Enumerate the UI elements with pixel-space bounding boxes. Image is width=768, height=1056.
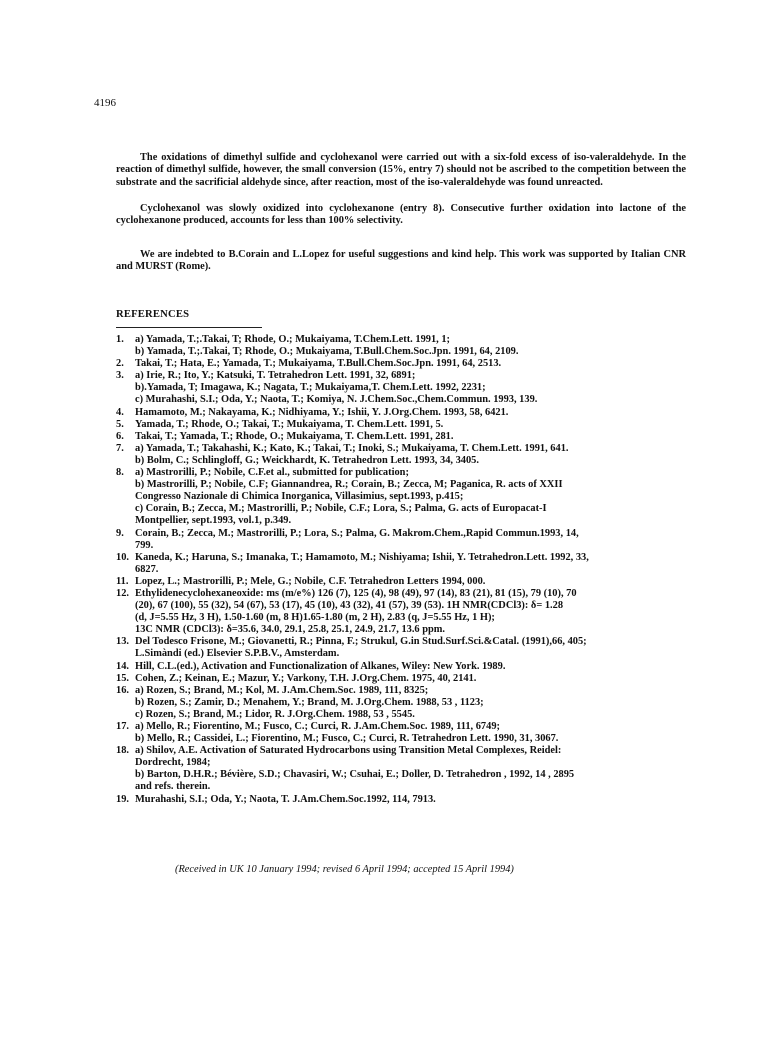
- reference-line: and refs. therein.: [135, 781, 211, 793]
- reference-item: [116, 407, 694, 419]
- reference-number: 10.: [116, 551, 129, 563]
- reference-line: c) Rozen, S.; Brand, M.; Lidor, R. J.Org.Chem. 1988, 53 , 5545.: [135, 708, 415, 720]
- reference-number: 12.: [116, 587, 129, 599]
- reference-line: Hamamoto, M.; Nakayama, K.; Nidhiyama, Y.; Ishii, Y. J.Org.Chem. 1993, 58, 6421.: [135, 406, 509, 418]
- acknowledgements: We are indebted to B.Corain and L.Lopez for useful suggestions and kind help. This work was supported by Italian CNR and MURST (Rome).: [116, 249, 686, 273]
- reference-number: 19.: [116, 793, 129, 805]
- reference-item: [116, 358, 694, 370]
- reference-text: [135, 661, 694, 673]
- reference-line: Congresso Nazionale di Chimica Inorganica, Villasimius, sept.1993, p.415;: [135, 491, 464, 503]
- reference-line: a) Yamada, T.;.Takai, T; Rhode, O.; Mukaiyama, T.Chem.Lett. 1991, 1;: [135, 334, 451, 345]
- reference-line: Cohen, Z.; Keinan, E.; Mazur, Y.; Varkony, T.H. J.Org.Chem. 1975, 40, 2141.: [135, 672, 477, 684]
- reference-number: 15.: [116, 672, 129, 684]
- reference-text: [135, 636, 694, 660]
- reference-line: a) Yamada, T.; Takahashi, K.; Kato, K.; Takai, T.; Inoki, S.; Mukaiyama, T. Chem.Lett. 1991, 641.: [135, 442, 569, 454]
- reference-line: Corain, B.; Zecca, M.; Mastrorilli, P.; Lora, S.; Palma, G. Makrom.Chem.,Rapid Commun.1993, 14,: [135, 527, 579, 539]
- reference-line: b) Bolm, C.; Schlingloff, G.; Weickhardt, K. Tetrahedron Lett. 1993, 34, 3405.: [135, 454, 479, 466]
- reference-line: a) Rozen, S.; Brand, M.; Kol, M. J.Am.Chem.Soc. 1989, 111, 8325;: [135, 684, 429, 696]
- reference-line: Hill, C.L.(ed.), Activation and Functionalization of Alkanes, Wiley: New York. 1989.: [135, 660, 506, 672]
- reference-item: [116, 443, 694, 467]
- reference-number: 6.: [116, 430, 124, 442]
- reference-text: [135, 443, 694, 467]
- reference-text: [135, 334, 694, 358]
- reference-line: a) Shilov, A.E. Activation of Saturated Hydrocarbons using Transition Metal Complexes, Reidel:: [135, 745, 562, 757]
- reference-line: b) Mello, R.; Cassidei, L.; Fiorentino, M.; Fusco, C.; Curci, R. Tetrahedron Lett. 1990, 31, 3067.: [135, 733, 559, 745]
- reference-item: [116, 794, 694, 806]
- reference-line: 6827.: [135, 563, 159, 575]
- reference-line: b) Mastrorilli, P.; Nobile, C.F; Giannandrea, R.; Corain, B.; Zecca, M; Paganica, R. acts of XXII: [135, 479, 563, 491]
- reference-item: [116, 588, 694, 636]
- reference-text: [135, 745, 694, 793]
- page-number: 4196: [94, 97, 116, 109]
- reference-line: b) Barton, D.H.R.; Bévière, S.D.; Chavasiri, W.; Csuhai, E.; Doller, D. Tetrahedron , 1992, 14 , 2895: [135, 769, 575, 781]
- references-heading: REFERENCES: [116, 309, 190, 320]
- reference-item: [116, 673, 694, 685]
- reference-item: [116, 431, 694, 443]
- reference-text: [135, 370, 694, 406]
- reference-number: 3.: [116, 370, 124, 382]
- reference-line: 799.: [135, 539, 154, 551]
- reference-line: a) Irie, R.; Ito, Y.; Katsuki, T. Tetrahedron Lett. 1991, 32, 6891;: [135, 370, 416, 382]
- reference-item: [116, 552, 694, 576]
- reference-line: c) Corain, B.; Zecca, M.; Mastrorilli, P.; Nobile, C.F.; Lora, S.; Palma, G. acts of Europacat-I: [135, 503, 547, 515]
- reference-number: 5.: [116, 418, 124, 430]
- reference-text: [135, 673, 694, 685]
- reference-number: 17.: [116, 721, 129, 732]
- reference-item: [116, 636, 694, 660]
- reference-line: (20), 67 (100), 55 (32), 54 (67), 53 (17), 45 (10), 43 (32), 41 (57), 39 (53). 1H NMR(CDCl3): δ= 1.28: [135, 600, 564, 612]
- reference-text: [135, 419, 694, 431]
- reference-text: [135, 407, 694, 419]
- reference-text: [135, 431, 694, 443]
- reference-line: a) Mastrorilli, P.; Nobile, C.F.et al., submitted for publication;: [135, 467, 409, 479]
- reference-item: [116, 419, 694, 431]
- reference-item: [116, 661, 694, 673]
- reference-number: 7.: [116, 442, 124, 454]
- reference-line: L.Simàndi (ed.) Elsevier S.P.B.V., Amsterdam.: [135, 648, 340, 660]
- paragraph-oxidation-results: The oxidations of dimethyl sulfide and cyclohexanol were carried out with a six-fold excess of iso-valeraldehyde. In the reaction of dimethyl sulfide, however, the small conversion (15%, entry 7) should not be ascribed to the competition between the substrate and the sacrificial aldehyde since, after reaction, most of the iso-valeraldehyde was found unreacted.: [116, 152, 686, 188]
- reference-item: [116, 745, 694, 793]
- reference-text: [135, 467, 694, 527]
- reference-text: [135, 588, 694, 636]
- reference-text: [135, 794, 694, 806]
- reference-line: Yamada, T.; Rhode, O.; Takai, T.; Mukaiyama, T. Chem.Lett. 1991, 5.: [135, 418, 444, 430]
- reference-line: b) Rozen, S.; Zamir, D.; Menahem, Y.; Brand, M. J.Org.Chem. 1988, 53 , 1123;: [135, 696, 484, 708]
- reference-line: a) Mello, R.; Fiorentino, M.; Fusco, C.; Curci, R. J.Am.Chem.Soc. 1989, 111, 6749;: [135, 721, 500, 732]
- reference-number: 18.: [116, 745, 129, 757]
- paragraph-cyclohexanol: Cyclohexanol was slowly oxidized into cyclohexanone (entry 8). Consecutive further oxidation into lactone of the cyclohexanone produced, accounts for less than 100% selectivity.: [116, 203, 686, 227]
- reference-line: 13C NMR (CDCl3): δ=35.6, 34.0, 29.1, 25.8, 25.1, 24.9, 21.7, 13.6 ppm.: [135, 624, 446, 636]
- reference-item: [116, 370, 694, 406]
- reference-line: Ethylidenecyclohexaneoxide: ms (m/e%) 126 (7), 125 (4), 98 (49), 97 (14), 83 (21), 81 (15), 79 (10), 70: [135, 587, 577, 599]
- received-dates: (Received in UK 10 January 1994; revised 6 April 1994; accepted 15 April 1994): [175, 864, 514, 875]
- reference-line: Takai, T.; Yamada, T.; Rhode, O.; Mukaiyama, T. Chem.Lett. 1991, 281.: [135, 430, 454, 442]
- reference-line: Del Todesco Frisone, M.; Giovanetti, R.; Pinna, F.; Strukul, G.in Stud.Surf.Sci.&Catal. (1991),66, 405;: [135, 636, 587, 648]
- reference-line: Takai, T.; Hata, E.; Yamada, T.; Mukaiyama, T.Bull.Chem.Soc.Jpn. 1991, 64, 2513.: [135, 358, 502, 370]
- reference-line: b).Yamada, T; Imagawa, K.; Nagata, T.; Mukaiyama,T. Chem.Lett. 1992, 2231;: [135, 382, 486, 394]
- reference-number: 13.: [116, 636, 129, 648]
- reference-number: 8.: [116, 467, 124, 479]
- references-list: [116, 334, 694, 806]
- reference-item: [116, 721, 694, 745]
- reference-line: Lopez, L.; Mastrorilli, P.; Mele, G.; Nobile, C.F. Tetrahedron Letters 1994, 000.: [135, 575, 486, 587]
- reference-text: [135, 721, 694, 745]
- reference-number: 14.: [116, 660, 129, 672]
- reference-line: Kaneda, K.; Haruna, S.; Imanaka, T.; Hamamoto, M.; Nishiyama; Ishii, Y. Tetrahedron.Lett. 1992, 33,: [135, 551, 589, 563]
- reference-text: [135, 576, 694, 588]
- reference-item: [116, 685, 694, 721]
- reference-line: Montpellier, sept.1993, vol.1, p.349.: [135, 515, 292, 527]
- reference-line: Dordrecht, 1984;: [135, 757, 211, 769]
- reference-line: c) Murahashi, S.I.; Oda, Y.; Naota, T.; Komiya, N. J.Chem.Soc.,Chem.Commun. 1993, 139.: [135, 394, 538, 406]
- reference-text: [135, 358, 694, 370]
- reference-text: [135, 685, 694, 721]
- reference-number: 4.: [116, 406, 124, 418]
- references-divider: [116, 327, 262, 328]
- reference-line: Murahashi, S.I.; Oda, Y.; Naota, T. J.Am.Chem.Soc.1992, 114, 7913.: [135, 793, 436, 805]
- reference-item: [116, 528, 694, 552]
- reference-number: 1.: [116, 334, 124, 345]
- reference-number: 11.: [116, 575, 129, 587]
- reference-line: b) Yamada, T.;.Takai, T; Rhode, O.; Mukaiyama, T.Bull.Chem.Soc.Jpn. 1991, 64, 2109.: [135, 346, 519, 358]
- reference-text: [135, 552, 694, 576]
- reference-number: 9.: [116, 527, 124, 539]
- reference-number: 16.: [116, 684, 129, 696]
- reference-text: [135, 528, 694, 552]
- reference-number: 2.: [116, 358, 124, 370]
- reference-item: [116, 576, 694, 588]
- reference-line: (d, J=5.55 Hz, 3 H), 1.50-1.60 (m, 8 H)1.65-1.80 (m, 2 H), 2.83 (q, J=5.55 Hz, 1 H);: [135, 612, 495, 624]
- reference-item: [116, 334, 694, 358]
- reference-item: [116, 467, 694, 527]
